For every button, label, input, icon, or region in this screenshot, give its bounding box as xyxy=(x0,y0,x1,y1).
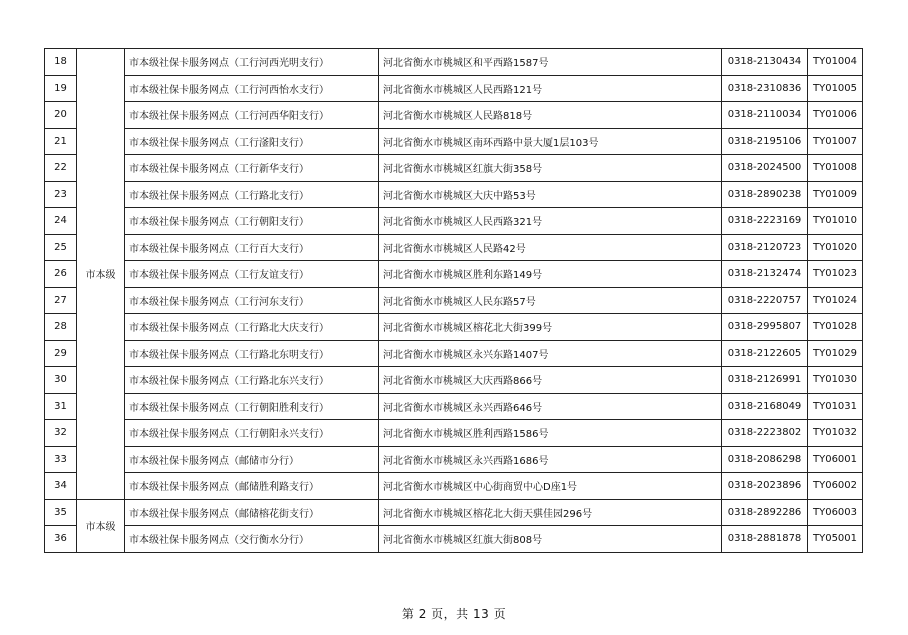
service-point-name-cell: 市本级社保卡服务网点（工行路北支行） xyxy=(125,181,379,208)
service-point-name-cell: 市本级社保卡服务网点（邮储市分行） xyxy=(125,446,379,473)
phone-cell: 0318-2223169 xyxy=(722,208,808,235)
address-cell: 河北省衡水市桃城区大庆西路866号 xyxy=(379,367,722,394)
table-row xyxy=(45,340,863,367)
row-number-cell: 21 xyxy=(45,128,77,155)
table-row xyxy=(45,75,863,102)
point-code-cell: TY01010 xyxy=(808,208,863,235)
point-code-cell: TY05001 xyxy=(808,526,863,553)
point-code-cell: TY06002 xyxy=(808,473,863,500)
service-point-name-cell: 市本级社保卡服务网点（工行路北大庆支行） xyxy=(125,314,379,341)
point-code-cell: TY01006 xyxy=(808,102,863,129)
admin-level-cell: 市本级 xyxy=(77,499,125,552)
point-code-cell: TY01031 xyxy=(808,393,863,420)
service-point-name-cell: 市本级社保卡服务网点（工行朝阳胜利支行） xyxy=(125,393,379,420)
address-cell: 河北省衡水市桃城区胜利西路1586号 xyxy=(379,420,722,447)
phone-cell: 0318-2890238 xyxy=(722,181,808,208)
table-row xyxy=(45,287,863,314)
row-number-cell: 35 xyxy=(45,499,77,526)
point-code-cell: TY01009 xyxy=(808,181,863,208)
row-number-cell: 19 xyxy=(45,75,77,102)
table-row xyxy=(45,526,863,553)
table-row xyxy=(45,499,863,526)
admin-level-cell: 市本级 xyxy=(77,49,125,500)
point-code-cell: TY01004 xyxy=(808,49,863,76)
point-code-cell: TY06001 xyxy=(808,446,863,473)
table-row xyxy=(45,314,863,341)
row-number-cell: 26 xyxy=(45,261,77,288)
service-point-table xyxy=(44,48,863,553)
address-cell: 河北省衡水市桃城区永兴东路1407号 xyxy=(379,340,722,367)
table-body xyxy=(45,49,863,553)
table-row xyxy=(45,420,863,447)
address-cell: 河北省衡水市桃城区红旗大街358号 xyxy=(379,155,722,182)
point-code-cell: TY01023 xyxy=(808,261,863,288)
row-number-cell: 27 xyxy=(45,287,77,314)
row-number-cell: 34 xyxy=(45,473,77,500)
row-number-cell: 18 xyxy=(45,49,77,76)
phone-cell: 0318-2122605 xyxy=(722,340,808,367)
address-cell: 河北省衡水市桃城区人民路818号 xyxy=(379,102,722,129)
service-point-name-cell: 市本级社保卡服务网点（工行百大支行） xyxy=(125,234,379,261)
point-code-cell: TY01028 xyxy=(808,314,863,341)
row-number-cell: 28 xyxy=(45,314,77,341)
service-point-name-cell: 市本级社保卡服务网点（工行滏阳支行） xyxy=(125,128,379,155)
service-point-name-cell: 市本级社保卡服务网点（邮储榕花街支行） xyxy=(125,499,379,526)
table-row xyxy=(45,367,863,394)
point-code-cell: TY06003 xyxy=(808,499,863,526)
address-cell: 河北省衡水市桃城区南环西路中景大厦1层103号 xyxy=(379,128,722,155)
address-cell: 河北省衡水市桃城区人民东路57号 xyxy=(379,287,722,314)
service-point-name-cell: 市本级社保卡服务网点（工行朝阳永兴支行） xyxy=(125,420,379,447)
phone-cell: 0318-2120723 xyxy=(722,234,808,261)
point-code-cell: TY01007 xyxy=(808,128,863,155)
service-point-name-cell: 市本级社保卡服务网点（工行河西华阳支行） xyxy=(125,102,379,129)
row-number-cell: 36 xyxy=(45,526,77,553)
table-row xyxy=(45,208,863,235)
service-point-name-cell: 市本级社保卡服务网点（工行河东支行） xyxy=(125,287,379,314)
table-row xyxy=(45,155,863,182)
phone-cell: 0318-2881878 xyxy=(722,526,808,553)
row-number-cell: 23 xyxy=(45,181,77,208)
address-cell: 河北省衡水市桃城区榕花北大街天骐佳园296号 xyxy=(379,499,722,526)
phone-cell: 0318-2086298 xyxy=(722,446,808,473)
row-number-cell: 30 xyxy=(45,367,77,394)
address-cell: 河北省衡水市桃城区永兴西路1686号 xyxy=(379,446,722,473)
service-point-name-cell: 市本级社保卡服务网点（交行衡水分行） xyxy=(125,526,379,553)
address-cell: 河北省衡水市桃城区和平西路1587号 xyxy=(379,49,722,76)
phone-cell: 0318-2130434 xyxy=(722,49,808,76)
phone-cell: 0318-2223802 xyxy=(722,420,808,447)
service-point-name-cell: 市本级社保卡服务网点（工行路北东兴支行） xyxy=(125,367,379,394)
table-row xyxy=(45,234,863,261)
table-row xyxy=(45,49,863,76)
phone-cell: 0318-2220757 xyxy=(722,287,808,314)
phone-cell: 0318-2126991 xyxy=(722,367,808,394)
address-cell: 河北省衡水市桃城区红旗大街808号 xyxy=(379,526,722,553)
service-point-name-cell: 市本级社保卡服务网点（邮储胜利路支行） xyxy=(125,473,379,500)
service-point-name-cell: 市本级社保卡服务网点（工行河西怡水支行） xyxy=(125,75,379,102)
phone-cell: 0318-2024500 xyxy=(722,155,808,182)
table-row xyxy=(45,446,863,473)
table-row xyxy=(45,181,863,208)
address-cell: 河北省衡水市桃城区胜利东路149号 xyxy=(379,261,722,288)
row-number-cell: 32 xyxy=(45,420,77,447)
point-code-cell: TY01030 xyxy=(808,367,863,394)
address-cell: 河北省衡水市桃城区榕花北大街399号 xyxy=(379,314,722,341)
row-number-cell: 33 xyxy=(45,446,77,473)
row-number-cell: 22 xyxy=(45,155,77,182)
address-cell: 河北省衡水市桃城区大庆中路53号 xyxy=(379,181,722,208)
phone-cell: 0318-2168049 xyxy=(722,393,808,420)
address-cell: 河北省衡水市桃城区人民西路121号 xyxy=(379,75,722,102)
row-number-cell: 20 xyxy=(45,102,77,129)
service-point-name-cell: 市本级社保卡服务网点（工行朝阳支行） xyxy=(125,208,379,235)
point-code-cell: TY01008 xyxy=(808,155,863,182)
address-cell: 河北省衡水市桃城区中心街商贸中心D座1号 xyxy=(379,473,722,500)
service-point-name-cell: 市本级社保卡服务网点（工行路北东明支行） xyxy=(125,340,379,367)
point-code-cell: TY01024 xyxy=(808,287,863,314)
table-row xyxy=(45,261,863,288)
phone-cell: 0318-2132474 xyxy=(722,261,808,288)
point-code-cell: TY01032 xyxy=(808,420,863,447)
point-code-cell: TY01020 xyxy=(808,234,863,261)
page-number-footer: 第 2 页，共 13 页 xyxy=(401,607,507,621)
row-number-cell: 25 xyxy=(45,234,77,261)
table-row xyxy=(45,393,863,420)
row-number-cell: 24 xyxy=(45,208,77,235)
phone-cell: 0318-2892286 xyxy=(722,499,808,526)
address-cell: 河北省衡水市桃城区永兴西路646号 xyxy=(379,393,722,420)
table-row xyxy=(45,102,863,129)
row-number-cell: 29 xyxy=(45,340,77,367)
phone-cell: 0318-2995807 xyxy=(722,314,808,341)
table-row xyxy=(45,128,863,155)
service-point-name-cell: 市本级社保卡服务网点（工行友谊支行） xyxy=(125,261,379,288)
phone-cell: 0318-2110034 xyxy=(722,102,808,129)
phone-cell: 0318-2195106 xyxy=(722,128,808,155)
point-code-cell: TY01029 xyxy=(808,340,863,367)
address-cell: 河北省衡水市桃城区人民西路321号 xyxy=(379,208,722,235)
address-cell: 河北省衡水市桃城区人民路42号 xyxy=(379,234,722,261)
phone-cell: 0318-2310836 xyxy=(722,75,808,102)
phone-cell: 0318-2023896 xyxy=(722,473,808,500)
service-point-name-cell: 市本级社保卡服务网点（工行河西光明支行） xyxy=(125,49,379,76)
row-number-cell: 31 xyxy=(45,393,77,420)
table-row xyxy=(45,473,863,500)
service-point-name-cell: 市本级社保卡服务网点（工行新华支行） xyxy=(125,155,379,182)
point-code-cell: TY01005 xyxy=(808,75,863,102)
